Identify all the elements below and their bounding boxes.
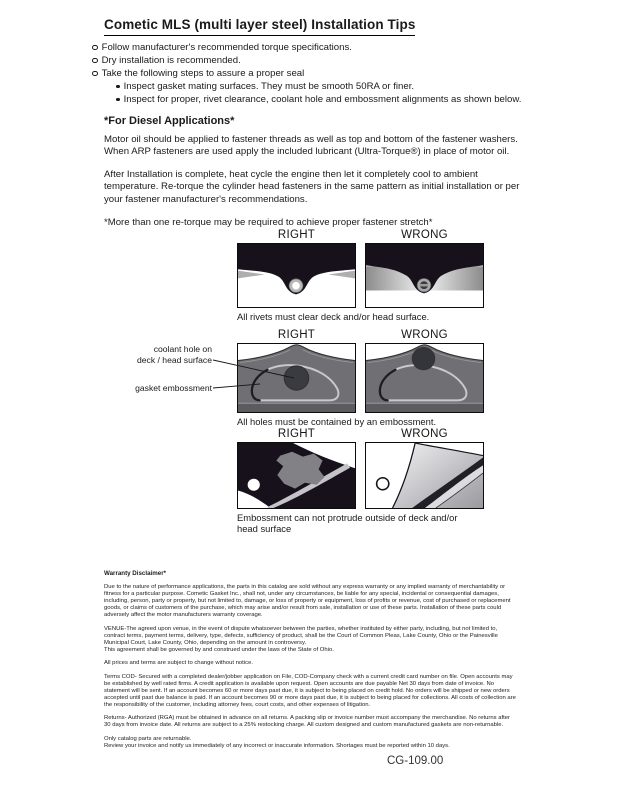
wrong-label: WRONG: [401, 428, 448, 440]
hole-right-figure: [238, 344, 355, 412]
disclaimer-paragraph: Only catalog parts are returnable.: [104, 735, 192, 742]
bullet-text: Follow manufacturer's recommended torque specifications.: [101, 42, 352, 53]
open-bullet-icon: [92, 45, 98, 51]
hole-wrong-panel-figure: [365, 343, 484, 413]
rivet-wrong-figure: [366, 244, 483, 307]
annotation-text: coolant hole on: [153, 344, 212, 354]
embossment-wrong-figure: [366, 443, 483, 508]
open-bullet-icon: [92, 58, 98, 64]
embossment-right-panel-figure: [237, 442, 356, 509]
disclaimer-paragraph: VENUE-The agreed upon venue, in the event of dispute whatsoever between the parties, whether instituted by either party, including, but not limited to, contract terms, payment terms, delivery, type, defects, sufficiency of product, shall be the Court of Common Pleas, Lake County, Ohio or the Painesville Municipal Court, Lake County, Ohio, depending on the amount in controversy.: [104, 625, 498, 646]
right-label: RIGHT: [277, 428, 316, 440]
filled-bullet-icon: [116, 85, 120, 89]
disclaimer-paragraph: This agreement shall be governed by and construed under the laws of the State of Ohio.: [104, 646, 334, 653]
embossment-wrong-panel-figure: [365, 442, 484, 509]
diesel-section: [104, 115, 522, 239]
diesel-paragraph: After Installation is complete, heat cycle the engine then let it completely cool to ambient temperature. Re-torque the cylinder head fasteners in the same pattern as initial installation or per your fastener manufacturer's recommendations.: [104, 168, 520, 205]
right-wrong-labels: [237, 428, 484, 440]
gasket-embossment-annotation: [116, 383, 212, 393]
diagram-panels: [237, 343, 484, 413]
list-item: [116, 93, 521, 106]
title-block: [104, 16, 415, 36]
diagram-caption: All holes must be contained by an embossment.: [237, 416, 437, 427]
rivet-right-figure: [238, 244, 355, 307]
list-item: [116, 80, 521, 93]
right-wrong-labels: [237, 329, 484, 341]
hole-wrong-figure: [366, 344, 483, 412]
bullet-text: Take the following steps to assure a proper seal: [101, 68, 305, 79]
list-item: [92, 67, 521, 80]
diagram-row-holes: [237, 329, 484, 427]
page-code: CG-109.00: [387, 755, 444, 767]
disclaimer-paragraph: Review your invoice and notify us immediately of any incorrect or inaccurate information. Shortages must be reported within 10 days.: [104, 742, 450, 749]
filled-bullet-icon: [116, 98, 120, 102]
diagram-caption: Embossment can not protrude outside of deck and/or head surface: [237, 512, 458, 534]
diagram-row-embossment: [237, 428, 484, 534]
diagram-panels: [237, 442, 484, 509]
installation-tips-list: [92, 41, 521, 106]
list-item: [92, 54, 521, 67]
diesel-heading: *For Diesel Applications*: [104, 115, 235, 127]
right-label: RIGHT: [277, 229, 316, 241]
annotation-text: gasket embossment: [135, 383, 212, 393]
disclaimer-paragraph: Due to the nature of performance applications, the parts in this catalog are sold without any express warranty or any implied warranty of merchantability or fitness for a particular purpose. Cometic Gasket Inc., shall not, under any circumstances, be liable for any special, incidental or consequential damages, including, person, party or property, but not limited to, damage, or loss of property or equipment, loss of profits or revenue, cost of purchased or replacement goods, or claims of customers of the purchase, which may arise and/or result from sale, installation or use of these parts. Installation of these parts could adversely affect the motor manufacturers warranty coverage.: [104, 584, 511, 618]
right-wrong-labels: [237, 229, 484, 241]
warranty-disclaimer-section: [104, 570, 518, 756]
open-bullet-icon: [92, 71, 98, 77]
wrong-label: WRONG: [401, 329, 448, 341]
diesel-note: *More than one re-torque may be required to achieve proper fastener stretch*: [104, 216, 433, 228]
disclaimer-paragraph: All prices and terms are subject to change without notice.: [104, 660, 253, 666]
rivet-right-panel-figure: [237, 243, 356, 308]
page-title: Cometic MLS (multi layer steel) Installation Tips: [104, 17, 415, 36]
sub-bullet-text: Inspect for proper, rivet clearance, coolant hole and embossment alignments as shown below.: [123, 94, 522, 105]
rivet-wrong-panel-figure: [365, 243, 484, 308]
sub-bullet-text: Inspect gasket mating surfaces. They must be smooth 50RA or finer.: [123, 81, 415, 92]
list-item: [92, 41, 521, 54]
diagram-panels: [237, 243, 484, 308]
diagram-row-rivets: [237, 229, 484, 322]
bullet-text: Dry installation is recommended.: [101, 55, 241, 66]
disclaimer-heading: Warranty Disclaimer*: [104, 570, 167, 577]
disclaimer-paragraph: Terms COD- Secured with a completed dealer/jobber application on File, COD-Company check with a current credit card number on file. Open accounts may be established by well rated firms. A credit application is available upon request. Open accounts are due payable Net 30 days from date of invoice. No statement will be sent. If an account becomes 60 or more days past due, it is subject to being placed on credit hold. No orders will be shipped or new orders accepted until past due balance is paid. If an account becomes 90 or more days past due, it is subject to being placed for collections. All costs of collection are the responsibility of the customer, including attorney fees, court costs, and other expenses of litigation.: [104, 673, 516, 708]
hole-right-panel-figure: [237, 343, 356, 413]
diagram-caption: All rivets must clear deck and/or head surface.: [237, 311, 430, 322]
right-label: RIGHT: [277, 329, 316, 341]
embossment-right-figure: [238, 443, 355, 508]
disclaimer-paragraph: Returns- Authorized (RGA) must be obtained in advance on all returns. A packing slip or invoice number must accompany the merchandise. No returns after 30 days from invoice date. All returns are subject to a 25% restocking charge. All custom designed and custom manufactured gaskets are non-returnable.: [104, 715, 511, 728]
wrong-label: WRONG: [401, 229, 448, 241]
coolant-hole-annotation: [116, 344, 212, 366]
diesel-paragraph: Motor oil should be applied to fastener threads as well as top and bottom of the fastener washers. When ARP fasteners are used apply the included lubricant (Ultra-Torque®) in place of motor oil.: [104, 133, 518, 158]
annotation-text: deck / head surface: [136, 355, 212, 365]
